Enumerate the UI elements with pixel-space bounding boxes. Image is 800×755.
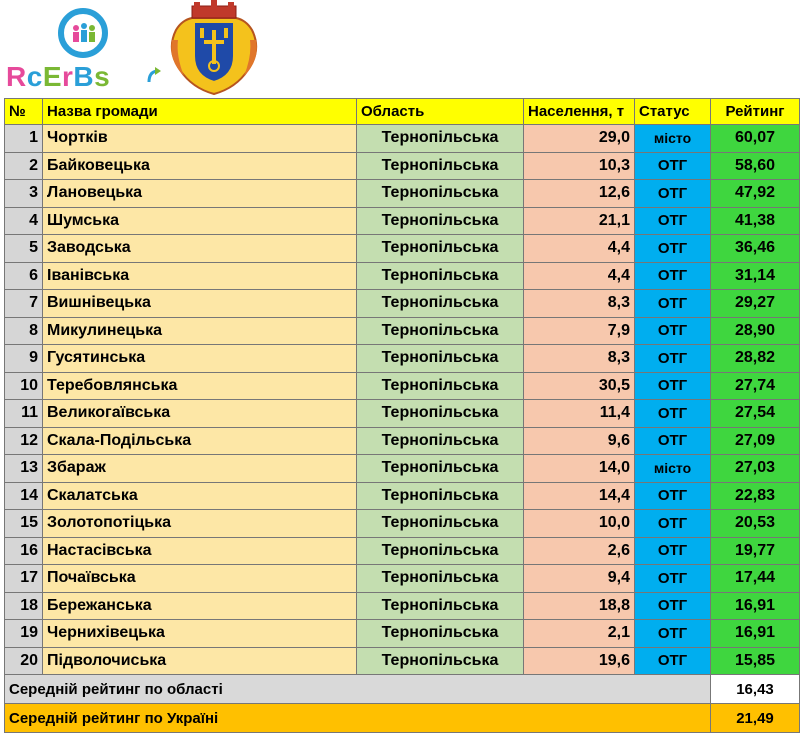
community-name: Микулинецька xyxy=(43,317,357,345)
row-number: 8 xyxy=(5,317,43,345)
table-header-row xyxy=(5,99,800,125)
rating-value: 15,85 xyxy=(711,647,800,675)
rating-value: 17,44 xyxy=(711,565,800,593)
status-badge: ОТГ xyxy=(635,565,711,593)
status-badge: ОТГ xyxy=(635,207,711,235)
rating-value: 31,14 xyxy=(711,262,800,290)
region-name: Тернопільська xyxy=(357,262,524,290)
avg-region-row xyxy=(5,675,800,704)
table-row xyxy=(5,620,800,648)
row-number: 7 xyxy=(5,290,43,318)
status-badge: ОТГ xyxy=(635,400,711,428)
community-name: Бережанська xyxy=(43,592,357,620)
status-badge: ОТГ xyxy=(635,317,711,345)
region-name: Тернопільська xyxy=(357,565,524,593)
rating-value: 16,91 xyxy=(711,620,800,648)
table-row xyxy=(5,482,800,510)
population-value: 8,3 xyxy=(524,290,635,318)
region-name: Тернопільська xyxy=(357,592,524,620)
status-badge: ОТГ xyxy=(635,345,711,373)
header-num: № xyxy=(5,99,43,125)
table-row xyxy=(5,152,800,180)
region-name: Тернопільська xyxy=(357,482,524,510)
status-badge: ОТГ xyxy=(635,427,711,455)
table-row xyxy=(5,372,800,400)
rating-value: 27,09 xyxy=(711,427,800,455)
community-name: Гусятинська xyxy=(43,345,357,373)
header-status: Статус xyxy=(635,99,711,125)
table-row xyxy=(5,510,800,538)
region-name: Тернопільська xyxy=(357,372,524,400)
row-number: 6 xyxy=(5,262,43,290)
status-badge: ОТГ xyxy=(635,592,711,620)
page-header xyxy=(0,0,800,97)
table-row xyxy=(5,345,800,373)
population-value: 9,6 xyxy=(524,427,635,455)
population-value: 11,4 xyxy=(524,400,635,428)
region-name: Тернопільська xyxy=(357,537,524,565)
coat-of-arms-icon xyxy=(166,0,262,97)
rating-value: 27,74 xyxy=(711,372,800,400)
community-name: Великогаївська xyxy=(43,400,357,428)
rating-value: 16,91 xyxy=(711,592,800,620)
row-number: 15 xyxy=(5,510,43,538)
community-name: Підволочиська xyxy=(43,647,357,675)
avg-ukraine-row xyxy=(5,704,800,733)
row-number: 5 xyxy=(5,235,43,263)
avg-ukraine-value: 21,49 xyxy=(711,704,800,733)
status-badge: місто xyxy=(635,125,711,153)
row-number: 18 xyxy=(5,592,43,620)
rating-value: 58,60 xyxy=(711,152,800,180)
row-number: 13 xyxy=(5,455,43,483)
row-number: 19 xyxy=(5,620,43,648)
row-number: 2 xyxy=(5,152,43,180)
header-name: Назва громади xyxy=(43,99,357,125)
table-row xyxy=(5,235,800,263)
population-value: 2,1 xyxy=(524,620,635,648)
community-name: Вишнівецька xyxy=(43,290,357,318)
rating-table xyxy=(4,98,800,733)
avg-region-value: 16,43 xyxy=(711,675,800,704)
row-number: 1 xyxy=(5,125,43,153)
community-name: Іванівська xyxy=(43,262,357,290)
community-name: Скала-Подільська xyxy=(43,427,357,455)
rating-value: 27,54 xyxy=(711,400,800,428)
table-row xyxy=(5,180,800,208)
row-number: 3 xyxy=(5,180,43,208)
community-name: Почаївська xyxy=(43,565,357,593)
population-value: 30,5 xyxy=(524,372,635,400)
rating-value: 41,38 xyxy=(711,207,800,235)
people-icon xyxy=(71,22,97,44)
community-name: Скалатська xyxy=(43,482,357,510)
community-name: Золотопотіцька xyxy=(43,510,357,538)
rating-value: 47,92 xyxy=(711,180,800,208)
population-value: 14,4 xyxy=(524,482,635,510)
row-number: 9 xyxy=(5,345,43,373)
table-row xyxy=(5,207,800,235)
rating-value: 27,03 xyxy=(711,455,800,483)
population-value: 8,3 xyxy=(524,345,635,373)
table-row xyxy=(5,317,800,345)
row-number: 20 xyxy=(5,647,43,675)
table-row xyxy=(5,647,800,675)
region-name: Тернопільська xyxy=(357,207,524,235)
rating-value: 29,27 xyxy=(711,290,800,318)
population-value: 7,9 xyxy=(524,317,635,345)
table-row xyxy=(5,262,800,290)
rating-value: 60,07 xyxy=(711,125,800,153)
rating-value: 28,82 xyxy=(711,345,800,373)
status-badge: ОТГ xyxy=(635,510,711,538)
region-name: Тернопільська xyxy=(357,400,524,428)
population-value: 18,8 xyxy=(524,592,635,620)
status-badge: ОТГ xyxy=(635,180,711,208)
rcerbs-logo xyxy=(4,6,164,94)
status-badge: ОТГ xyxy=(635,290,711,318)
table-row xyxy=(5,290,800,318)
status-badge: ОТГ xyxy=(635,620,711,648)
population-value: 10,3 xyxy=(524,152,635,180)
status-badge: ОТГ xyxy=(635,482,711,510)
table-row xyxy=(5,565,800,593)
community-name: Настасівська xyxy=(43,537,357,565)
population-value: 4,4 xyxy=(524,235,635,263)
region-name: Тернопільська xyxy=(357,125,524,153)
region-name: Тернопільська xyxy=(357,647,524,675)
status-badge: ОТГ xyxy=(635,372,711,400)
rating-value: 19,77 xyxy=(711,537,800,565)
row-number: 4 xyxy=(5,207,43,235)
region-name: Тернопільська xyxy=(357,427,524,455)
avg-ukraine-label: Середній рейтинг по Україні xyxy=(5,704,711,733)
community-name: Заводська xyxy=(43,235,357,263)
status-badge: ОТГ xyxy=(635,262,711,290)
row-number: 11 xyxy=(5,400,43,428)
region-name: Тернопільська xyxy=(357,290,524,318)
rating-value: 36,46 xyxy=(711,235,800,263)
region-name: Тернопільська xyxy=(357,235,524,263)
rating-value: 22,83 xyxy=(711,482,800,510)
population-value: 12,6 xyxy=(524,180,635,208)
rating-value: 20,53 xyxy=(711,510,800,538)
header-region: Область xyxy=(357,99,524,125)
header-rating: Рейтинг xyxy=(711,99,800,125)
table-row xyxy=(5,455,800,483)
row-number: 17 xyxy=(5,565,43,593)
status-badge: ОТГ xyxy=(635,537,711,565)
status-badge: ОТГ xyxy=(635,152,711,180)
population-value: 14,0 xyxy=(524,455,635,483)
logo-wordmark: RcErBs xyxy=(6,61,111,92)
population-value: 2,6 xyxy=(524,537,635,565)
community-name: Лановецька xyxy=(43,180,357,208)
table-row xyxy=(5,400,800,428)
row-number: 16 xyxy=(5,537,43,565)
community-name: Шумська xyxy=(43,207,357,235)
population-value: 10,0 xyxy=(524,510,635,538)
row-number: 14 xyxy=(5,482,43,510)
table-row xyxy=(5,592,800,620)
status-badge: ОТГ xyxy=(635,647,711,675)
status-badge: місто xyxy=(635,455,711,483)
row-number: 12 xyxy=(5,427,43,455)
header-population: Населення, т xyxy=(524,99,635,125)
region-name: Тернопільська xyxy=(357,510,524,538)
region-name: Тернопільська xyxy=(357,152,524,180)
region-name: Тернопільська xyxy=(357,180,524,208)
population-value: 21,1 xyxy=(524,207,635,235)
row-number: 10 xyxy=(5,372,43,400)
region-name: Тернопільська xyxy=(357,620,524,648)
community-name: Байковецька xyxy=(43,152,357,180)
region-name: Тернопільська xyxy=(357,317,524,345)
region-name: Тернопільська xyxy=(357,345,524,373)
population-value: 19,6 xyxy=(524,647,635,675)
population-value: 4,4 xyxy=(524,262,635,290)
curved-arrow-icon xyxy=(146,66,162,86)
table-row xyxy=(5,427,800,455)
avg-region-label: Середній рейтинг по області xyxy=(5,675,711,704)
population-value: 9,4 xyxy=(524,565,635,593)
table-row xyxy=(5,537,800,565)
rating-value: 28,90 xyxy=(711,317,800,345)
community-name: Теребовлянська xyxy=(43,372,357,400)
status-badge: ОТГ xyxy=(635,235,711,263)
region-name: Тернопільська xyxy=(357,455,524,483)
table-row xyxy=(5,125,800,153)
community-name: Збараж xyxy=(43,455,357,483)
population-value: 29,0 xyxy=(524,125,635,153)
community-name: Чернихівецька xyxy=(43,620,357,648)
community-name: Чортків xyxy=(43,125,357,153)
